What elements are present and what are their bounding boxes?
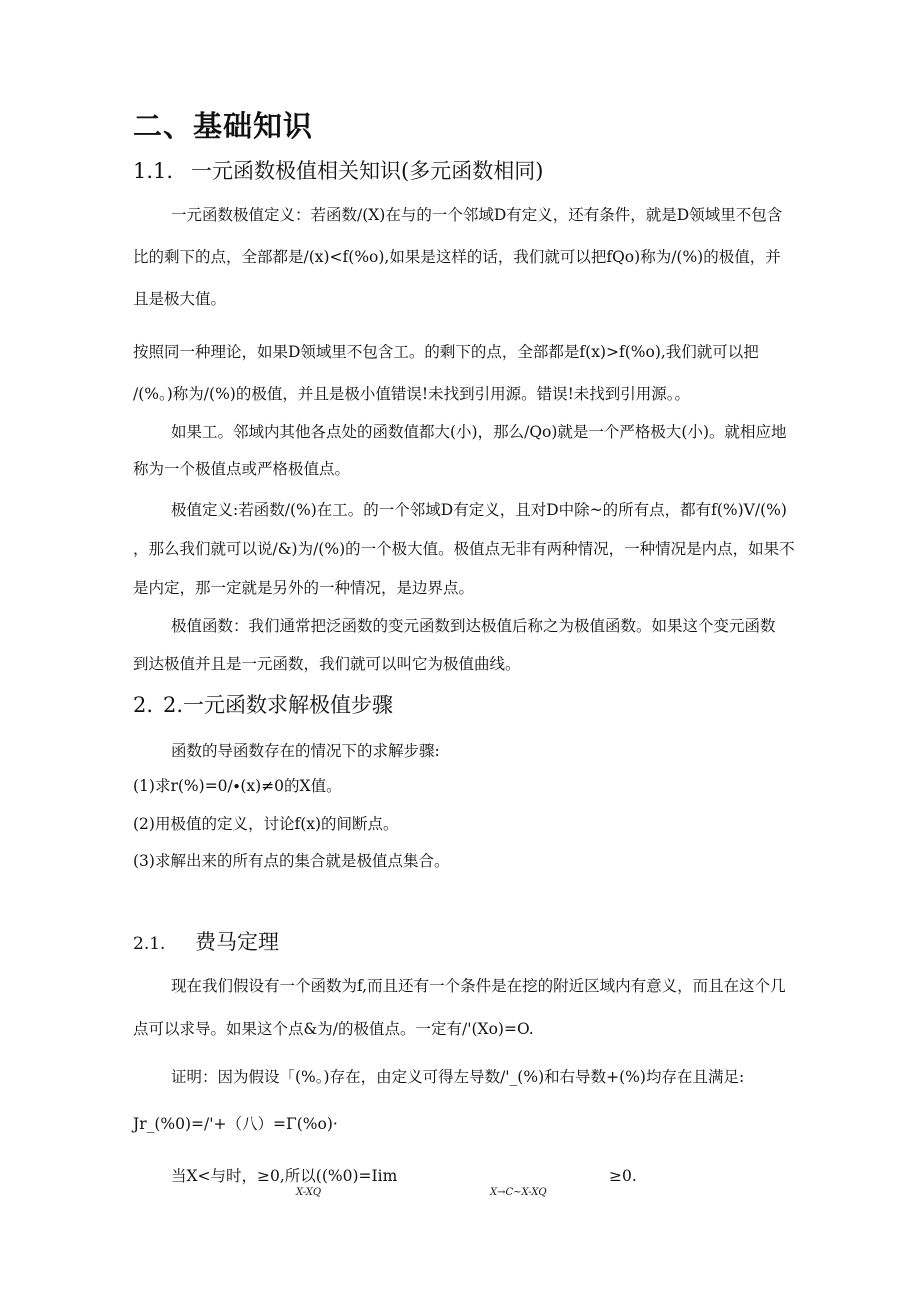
section-title: 2.一元函数求解极值步骤	[163, 693, 394, 717]
paragraph-line: /(%。)称为/(%)的极值，并且是极小值错误!未找到引用源。错误!未找到引用源。。	[133, 385, 691, 403]
section-number: 2.	[133, 693, 154, 717]
paragraph-line: 极值定义:若函数/(%)在工。的一个邻域D有定义，且对D中除~的所有点，都有f(%)V/(%)	[171, 501, 787, 519]
section-title: 费马定理	[195, 930, 279, 954]
paragraph-line: 现在我们假设有一个函数为f,而且还有一个条件是在挖的附近区域内有意义，而且在这个几	[171, 977, 786, 995]
paragraph-line: 是内定，那一定就是另外的一种情况，是边界点。	[133, 579, 475, 597]
paragraph-line: 点可以求导。如果这个点&为/的极值点。一定有/'(Xo)=O.	[133, 1020, 534, 1038]
list-item: (2)用极值的定义，讨论f(x)的间断点。	[133, 815, 399, 833]
paragraph-line: 函数的导函数存在的情况下的求解步骤:	[171, 742, 440, 760]
section-2-1-heading	[133, 929, 279, 957]
main-heading: 二、基础知识	[133, 109, 314, 143]
list-item: (3)求解出来的所有点的集合就是极值点集合。	[133, 852, 450, 870]
list-item: (1)求r(%)=0∕∙(x)≠0的X值。	[133, 777, 342, 795]
formula-subscript: X→C~X-XQ	[490, 1187, 547, 1198]
paragraph-line: 称为一个极值点或严格极值点。	[133, 460, 351, 478]
paragraph-line: 按照同一种理论，如果D领域里不包含工。的剩下的点，全部都是f(x)>f(%o),我们就可以把	[133, 343, 759, 361]
paragraph-line: 到达极值并且是一元函数，我们就可以叫它为极值曲线。	[133, 655, 521, 673]
formula-result: ≥0.	[609, 1167, 637, 1185]
paragraph-line: 证明：因为假设「(%。)存在，由定义可得左导数/'_(%)和右导数+(%)均存在且满足:	[171, 1068, 745, 1086]
paragraph-line: 比的剩下的点，全部都是/(x)<f(%o),如果是这样的话，我们就可以把fQo)称为/(%)的极值，并	[133, 248, 781, 266]
section-title: 一元函数极值相关知识(多元函数相同)	[191, 159, 544, 183]
formula-subscript: X-XQ	[296, 1187, 322, 1198]
section-2-2-heading	[133, 692, 393, 718]
formula-line: 当X<与时，≥0,所以((%0)=Iim	[171, 1167, 398, 1185]
paragraph-line: 如果工。邻域内其他各点处的函数值都大(小)，那么/Qo)就是一个严格极大(小)。就相应地	[171, 423, 787, 441]
paragraph-line: 且是极大值。	[133, 290, 227, 308]
formula-line: Jr_(%0)=/'+（八）=Γ(%o)·	[133, 1115, 338, 1133]
paragraph-line: 一元函数极值定义：若函数/(X)在与的一个邻域D有定义，还有条件，就是D领域里不包含	[171, 206, 783, 224]
paragraph-line: 极值函数：我们通常把泛函数的变元函数到达极值后称之为极值函数。如果这个变元函数	[171, 617, 776, 635]
section-number: 1.1.	[133, 159, 174, 183]
section-1-1-heading	[133, 158, 543, 184]
section-number: 2.1.	[133, 934, 166, 954]
paragraph-line: ，那么我们就可以说/&)为/(%)的一个极大值。极值点无非有两种情况，一种情况是内点，如果不	[133, 540, 795, 558]
